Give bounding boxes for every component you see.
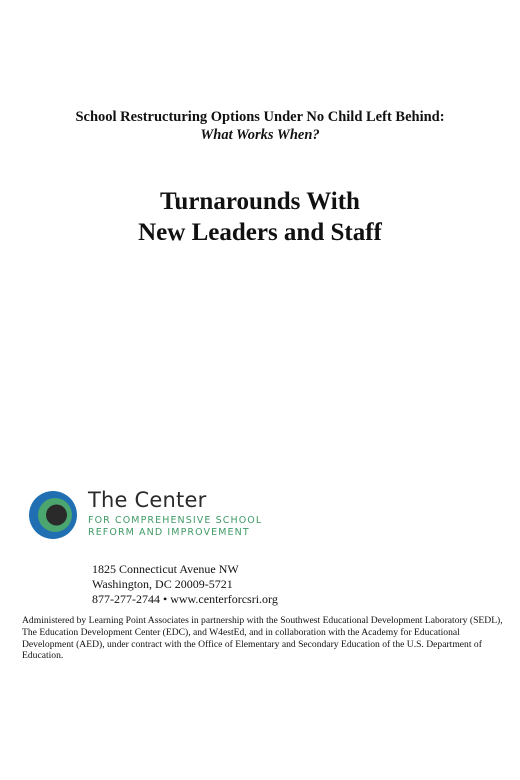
logo-tagline-1: FOR COMPREHENSIVE SCHOOL bbox=[88, 515, 263, 526]
series-subtitle: What Works When? bbox=[200, 127, 320, 143]
administration-note: Administered by Learning Point Associates in partnership with the Southwest Educational Development Laboratory (SEDL), The Education Development Center (EDC), and W4estEd, and in collaboration with the Academy for Educational Development (AED), under contract with the Office of Elementary and Secondary Education of the U.S. Department of Education. bbox=[22, 615, 503, 662]
address-block bbox=[92, 562, 278, 607]
logo-core bbox=[46, 505, 67, 526]
address-street: 1825 Connecticut Avenue NW bbox=[92, 562, 239, 576]
series-title: School Restructuring Options Under No Child Left Behind: bbox=[75, 109, 445, 125]
logo-tagline-2: REFORM AND IMPROVEMENT bbox=[88, 527, 250, 538]
address-city: Washington, DC 20009-5721 bbox=[92, 577, 233, 591]
main-title-line-2: New Leaders and Staff bbox=[138, 219, 382, 246]
center-logo-icon bbox=[28, 490, 78, 540]
main-title bbox=[0, 186, 520, 248]
logo-name: The Center bbox=[88, 488, 207, 512]
main-title-line-1: Turnarounds With bbox=[160, 188, 360, 215]
center-logo bbox=[28, 488, 288, 544]
address-contact: 877-277-2744 • www.centerforcsri.org bbox=[92, 592, 278, 606]
